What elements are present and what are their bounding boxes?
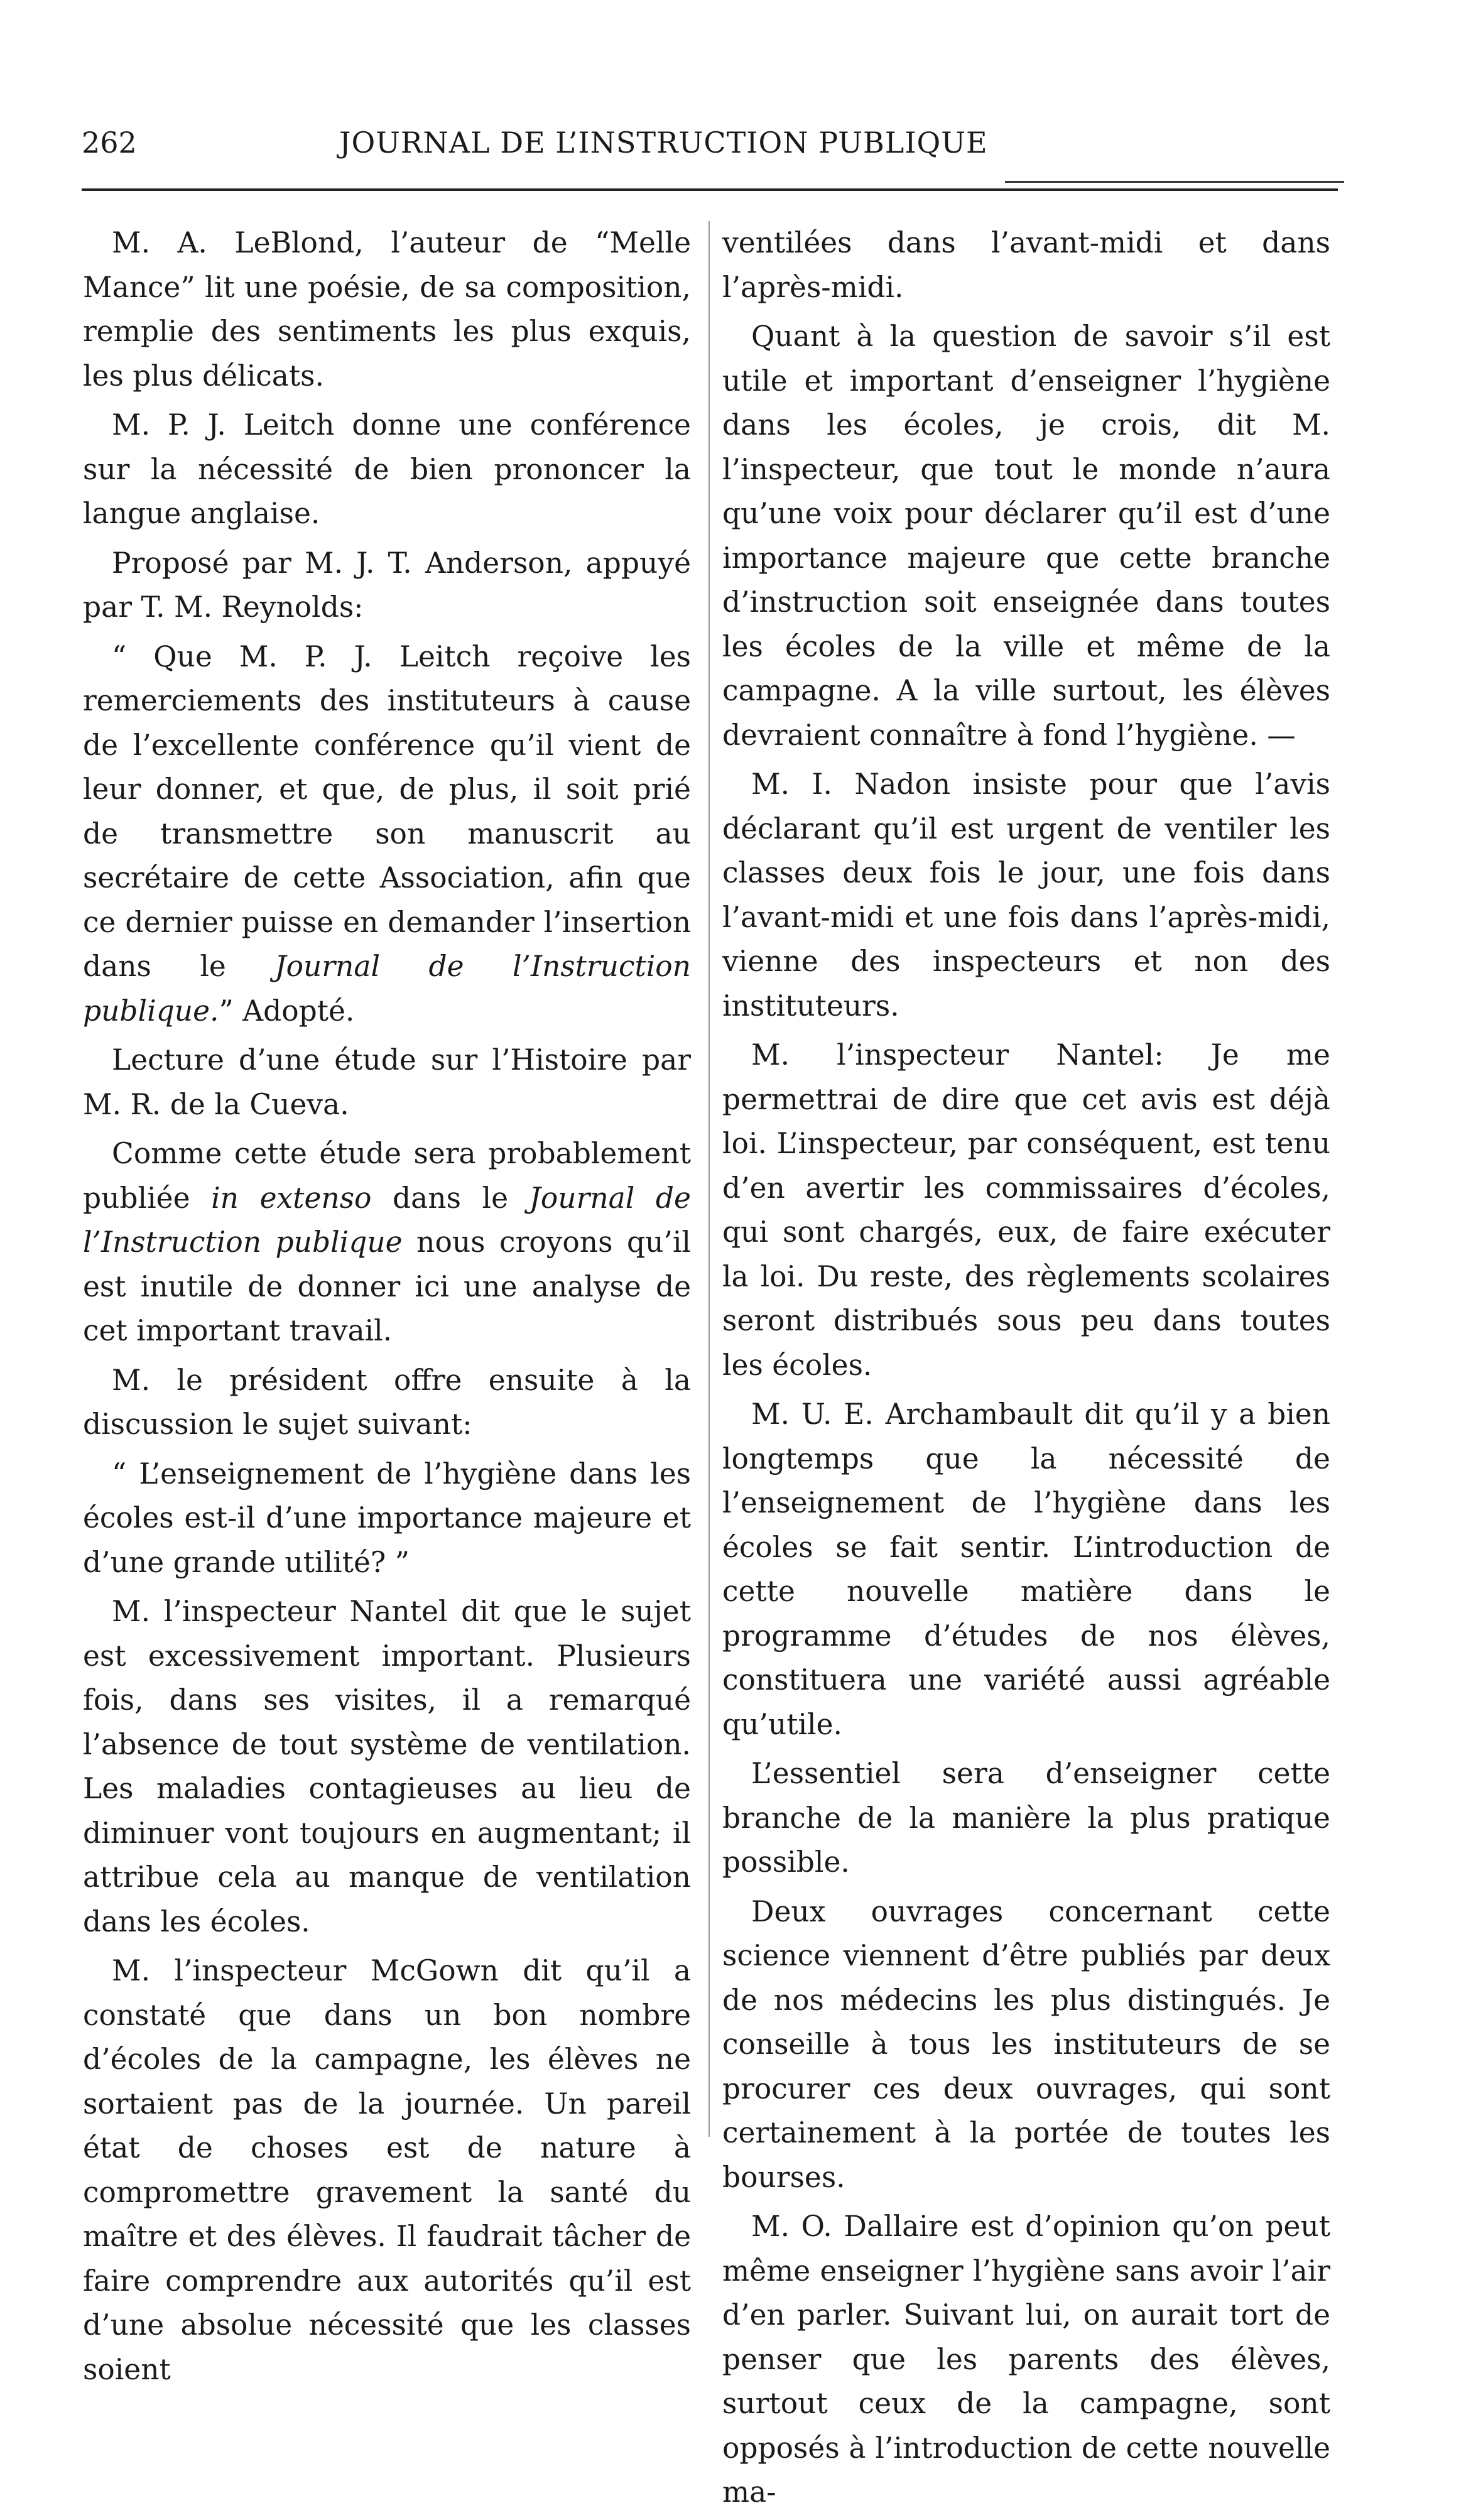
etude-text-3: nous croyons qu’il est inutile de donner ici une analyse de cet important travail. bbox=[83, 1225, 691, 1347]
paragraph-ventilees: ventilées dans l’avant-midi et dans l’après-midi. bbox=[722, 226, 1330, 304]
running-title: JOURNAL DE L’INSTRUCTION PUBLIQUE bbox=[339, 126, 988, 160]
etude-italic-extenso: in extenso bbox=[211, 1181, 372, 1215]
header-rule-accent bbox=[1005, 181, 1344, 183]
paragraph-essentiel: L’essentiel sera d’enseigner cette branche de la manière la plus pratique possible. bbox=[722, 1757, 1330, 1879]
paragraph-sujet: “ L’enseignement de l’hygiène dans les écoles est-il d’une importance majeure et d’une grande utilité? ” bbox=[83, 1457, 691, 1579]
paragraph-resolution bbox=[83, 635, 691, 1034]
paragraph-nantel: M. l’inspecteur Nantel dit que le sujet est excessivement important. Plusieurs fois, dans ses visites, il a remarqué l’absence de tout système de ventilation. Les maladies contagieuses au lieu de diminuer vont toujours en augmentant; il attribue cela au manque de ventilation dans les écoles. bbox=[83, 1595, 691, 1938]
resolution-text: “ Que M. P. J. Leitch reçoive les remerciements des instituteurs à cause de l’excellente conférence qu’il vient de leur donner, et que, de plus, il soit prié de transmettre son manuscrit au secrétaire de cette Association, afin que ce dernier puisse en demander l’insertion dans le bbox=[83, 639, 691, 983]
resolution-adopted: ” Adopté. bbox=[219, 994, 355, 1028]
paragraph-president: M. le président offre ensuite à la discussion le sujet suivant: bbox=[83, 1363, 691, 1441]
paragraph-etude bbox=[83, 1132, 691, 1354]
paragraph-lecture: Lecture d’une étude sur l’Histoire par M. R. de la Cueva. bbox=[83, 1043, 691, 1121]
paragraph-mcgown: M. l’inspecteur McGown dit qu’il a constaté que dans un bon nombre d’écoles de la campagne, les élèves ne sortaient pas de la journée. Un pareil état de choses est de nature à compromettre gravement la santé du maître et des élèves. Il faudrait tâcher de faire comprendre aux autorités qu’il est d’une absolue nécessité que les classes soient bbox=[83, 1954, 691, 2386]
paragraph-quant: Quant à la question de savoir s’il est utile et important d’enseigner l’hygiène dans les écoles, je crois, dit M. l’inspecteur, que tout le monde n’aura qu’une voix pour déclarer qu’il est d’une importance majeure que cette branche d’instruction soit enseignée dans toutes les écoles de la ville et même de la campagne. A la ville surtout, les élèves devraient connaître à fond l’hygiène. — bbox=[722, 320, 1330, 752]
journal-title: Journal de l’Instruction publique. bbox=[83, 950, 691, 1028]
page-number: 262 bbox=[82, 126, 137, 160]
column-divider bbox=[709, 221, 710, 2137]
paragraph-ouvrages: Deux ouvrages concernant cette science viennent d’être publiés par deux de nos médecins les plus distingués. Je conseille à tous les instituteurs de se procurer ces deux ouvrages, qui sont certainement à la portée de toutes les bourses. bbox=[722, 1894, 1330, 2194]
etude-italic-journal: Journal de l’Instruction publique bbox=[83, 1181, 691, 1259]
paragraph-propose: Proposé par M. J. T. Anderson, appuyé par T. M. Reynolds: bbox=[83, 546, 691, 624]
page-header bbox=[82, 126, 1363, 176]
paragraph-nadon: M. I. Nadon insiste pour que l’avis déclarant qu’il est urgent de ventiler les classes deux fois le jour, une fois dans l’avant-midi et une fois dans l’après-midi, vienne des inspecteurs et non des instituteurs. bbox=[722, 768, 1330, 1023]
header-rule bbox=[82, 188, 1338, 191]
paragraph-nantel-loi: M. l’inspecteur Nantel: Je me permettrai de dire que cet avis est déjà loi. L’inspecteur, par conséquent, est tenu d’en avertir les commissaires d’écoles, qui sont chargés, eux, de faire exécuter la loi. Du reste, des règlements scolaires seront distribués sous peu dans toutes les écoles. bbox=[722, 1038, 1330, 1382]
etude-text-2: dans le bbox=[371, 1181, 529, 1215]
right-column bbox=[722, 221, 1330, 2520]
paragraph-dallaire: M. O. Dallaire est d’opinion qu’on peut même enseigner l’hygiène sans avoir l’air d’en parler. Suivant lui, on aurait tort de penser que les parents des élèves, surtout ceux de la campagne, sont opposés à l’introduction de cette nouvelle ma- bbox=[722, 2210, 1330, 2509]
paragraph-leitch: M. P. J. Leitch donne une conférence sur la nécessité de bien prononcer la langue anglaise. bbox=[83, 408, 691, 530]
paragraph-leblond: M. A. LeBlond, l’auteur de “Melle Mance” lit une poésie, de sa composition, remplie des sentiments les plus exquis, les plus délicats. bbox=[83, 226, 691, 393]
paragraph-archambault: M. U. E. Archambault dit qu’il y a bien longtemps que la nécessité de l’enseignement de l’hygiène dans les écoles se fait sentir. L’introduction de cette nouvelle matière dans le programme d’études de nos élèves, constituera une variété aussi agréable qu’utile. bbox=[722, 1398, 1330, 1741]
etude-text-1: Comme cette étude sera probablement publiée bbox=[83, 1137, 691, 1215]
left-column bbox=[83, 221, 691, 2397]
